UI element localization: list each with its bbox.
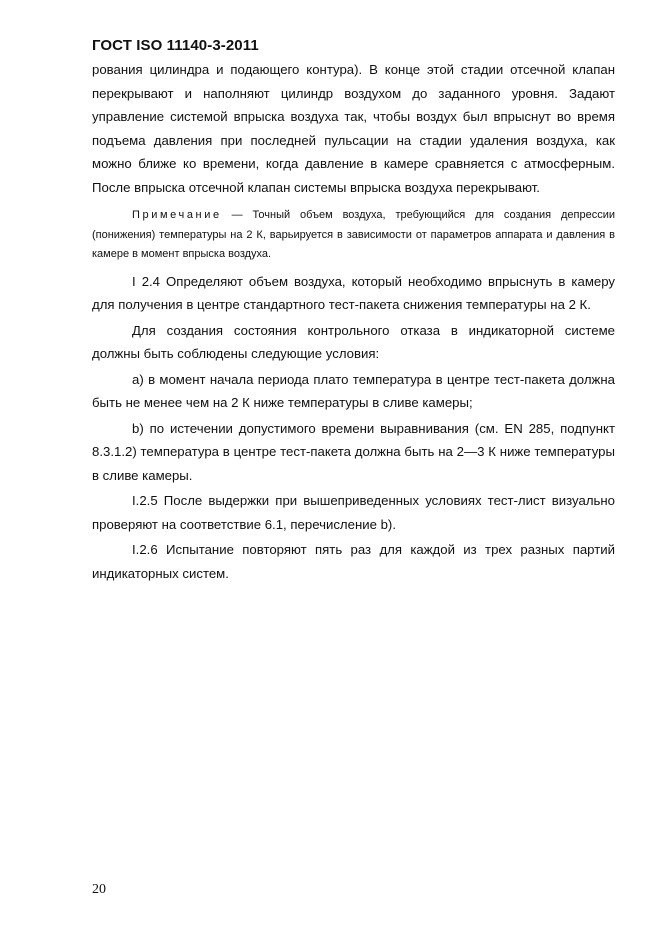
note bbox=[92, 206, 615, 265]
paragraph-continuation: рования цилиндра и подающего контура). В конце этой стадии отсечной клапан перекрывают и наполняют цилиндр воздухом до заданного уровня. Задают управление системой впрыска воздуха так, чтобы воздух был впрыснут во время подъема давления при последней пульсации на стадии удаления воздуха, как можно ближе ко времени, когда давление в камере сравняется с атмосферным. После впрыска отсечной клапан системы впрыска воздуха перекрывают. bbox=[92, 62, 615, 195]
note-label: Примечание bbox=[132, 209, 222, 221]
document-body bbox=[92, 58, 615, 585]
note-text: — Точный объем воздуха, требующийся для создания депрессии (понижения) температуры на 2 К, варьируется в зависимости от параметров аппарата и давления в камере в момент впрыска воздуха. bbox=[92, 209, 615, 260]
paragraph-control-failure: Для создания состояния контрольного отказа в индикаторной системе должны быть соблюдены следующие условия: bbox=[92, 322, 615, 361]
list-item-a: a) в момент начала периода плато температура в центре тест-пакета должна быть не менее чем на 2 К ниже температуры в сливе камеры; bbox=[92, 371, 615, 410]
paragraph-i-2-5: I.2.5 После выдержки при вышеприведенных условиях тест-лист визуально проверяют на соответствие 6.1, перечисление b). bbox=[92, 493, 615, 532]
paragraph-i-2-4: I 2.4 Определяют объем воздуха, который необходимо впрыснуть в камеру для получения в центре стандартного тест-пакета снижения температуры на 2 К. bbox=[92, 273, 615, 312]
paragraph-i-2-6: I.2.6 Испытание повторяют пять раз для каждой из трех разных партий индикаторных систем. bbox=[92, 542, 615, 581]
document-header: ГОСТ ISO 11140-3-2011 bbox=[92, 37, 259, 54]
list-item-b: b) по истечении допустимого времени выравнивания (см. EN 285, подпункт 8.3.1.2) температура в центре тест-пакета должна быть на 2—3 К ниже температуры в сливе камеры. bbox=[92, 420, 615, 483]
page-number: 20 bbox=[92, 882, 106, 897]
